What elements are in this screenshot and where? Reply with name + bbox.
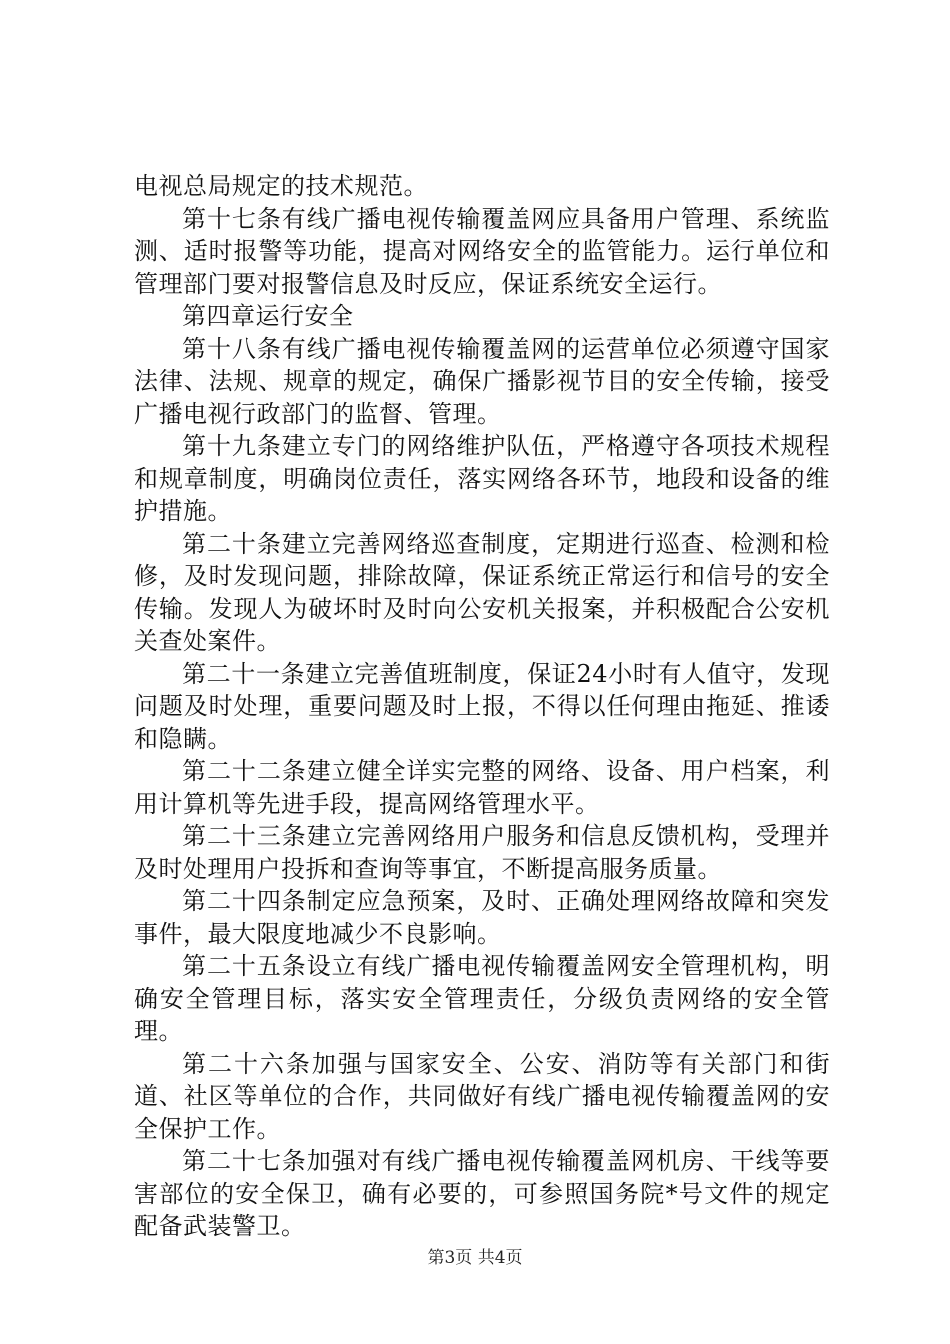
paragraph: 第四章运行安全 [182, 302, 354, 330]
paragraph: 第二十二条建立健全详实完整的网络、设备、用户档案，利用计算机等先进手段，提高网络管理水平。 [134, 757, 830, 818]
paragraph: 第十九条建立专门的网络维护队伍，严格遵守各项技术规程和规章制度，明确岗位责任，落实网络各环节，地段和设备的维护措施。 [134, 432, 830, 525]
paragraph: 第二十一条建立完善值班制度，保证24小时有人值守，发现问题及时处理，重要问题及时上报，不得以任何理由拖延、推诿和隐瞒。 [134, 659, 830, 753]
paragraph: 电视总局规定的技术规范。 [134, 172, 428, 200]
paragraph: 第二十条建立完善网络巡查制度，定期进行巡查、检测和检修，及时发现问题，排除故障，保证系统正常运行和信号的安全传输。发现人为破坏时及时向公安机关报案，并积极配合公安机关查处案件。 [134, 529, 830, 655]
paragraph: 第十七条有线广播电视传输覆盖网应具备用户管理、系统监测、适时报警等功能，提高对网络安全的监管能力。运行单位和管理部门要对报警信息及时反应，保证系统安全运行。 [134, 204, 830, 298]
paragraph: 第二十五条设立有线广播电视传输覆盖网安全管理机构，明确安全管理目标，落实安全管理责任，分级负责网络的安全管理。 [134, 952, 830, 1045]
paragraph: 第二十四条制定应急预案，及时、正确处理网络故障和突发事件，最大限度地减少不良影响。 [134, 887, 830, 948]
page-footer: 第3页 共4页 [427, 1248, 523, 1268]
paragraph: 第二十三条建立完善网络用户服务和信息反馈机构，受理并及时处理用户投拆和查询等事宜，不断提高服务质量。 [134, 822, 830, 883]
paragraph: 第二十七条加强对有线广播电视传输覆盖网机房、干线等要害部位的安全保卫，确有必要的，可参照国务院*号文件的规定配备武装警卫。 [134, 1147, 830, 1240]
paragraph: 第十八条有线广播电视传输覆盖网的运营单位必须遵守国家法律、法规、规章的规定，确保广播影视节目的安全传输，接受广播电视行政部门的监督、管理。 [134, 334, 830, 428]
document-body [134, 170, 830, 1243]
paragraph: 第二十六条加强与国家安全、公安、消防等有关部门和街道、社区等单位的合作，共同做好有线广播电视传输覆盖网的安全保护工作。 [134, 1049, 830, 1143]
